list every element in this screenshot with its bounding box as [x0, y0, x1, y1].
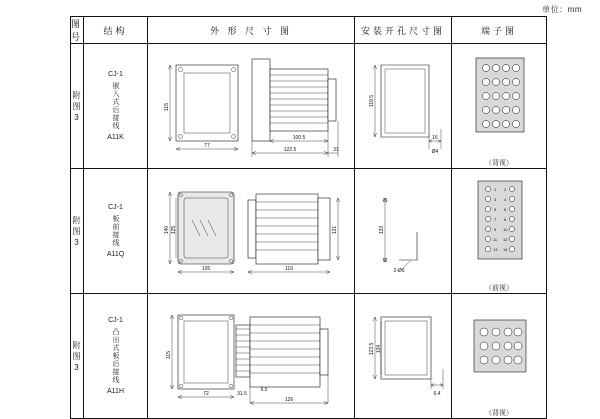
svg-text:2: 2 — [504, 187, 507, 192]
row2-outline-drawing — [148, 174, 354, 288]
unit-note: 单位：mm — [542, 5, 582, 14]
svg-text:11: 11 — [493, 237, 498, 242]
row2-terminal-diagram — [452, 169, 546, 283]
row1-struct-text: 嵌入式后接线 — [112, 82, 120, 130]
svg-text:31: 31 — [333, 147, 339, 153]
svg-text:105: 105 — [201, 266, 211, 272]
row3-terminal-diagram — [452, 294, 546, 408]
svg-text:5: 5 — [494, 207, 497, 212]
row1-id-cell — [71, 44, 84, 169]
col-header-mount: 安装开孔尺寸图 — [355, 17, 452, 44]
row2-outline-cell — [148, 169, 355, 294]
svg-text:6.4: 6.4 — [433, 391, 441, 397]
svg-text:6: 6 — [504, 207, 507, 212]
svg-text:Ø4: Ø4 — [431, 149, 439, 155]
row2-terminal-view-caption: （前视） — [485, 285, 514, 292]
row1-terminal-view-caption: （背视） — [485, 160, 514, 167]
row3-id-number: 3 — [74, 362, 80, 372]
table-header-row — [71, 17, 547, 44]
svg-text:4: 4 — [504, 197, 507, 202]
svg-text:9.5: 9.5 — [260, 387, 268, 393]
col-header-outline: 外 形 尺 寸 图 — [148, 17, 355, 44]
row2-struct-text: 板前接线 — [112, 215, 120, 247]
col-header-terminal: 端子图 — [452, 17, 547, 44]
svg-text:16: 16 — [432, 135, 438, 141]
row2-mount-cell — [355, 169, 452, 294]
row3-struct-text: 凸出式板后接线 — [112, 328, 120, 384]
table-row — [71, 44, 547, 169]
svg-text:140: 140 — [164, 225, 171, 235]
svg-text:115: 115 — [166, 351, 173, 359]
row1-outline-cell — [148, 44, 355, 169]
svg-text:119.5: 119.5 — [369, 94, 376, 108]
svg-text:104: 104 — [376, 344, 383, 354]
svg-text:72: 72 — [203, 391, 209, 397]
row1-struct-code: CJ-1 — [108, 71, 123, 78]
svg-text:10: 10 — [503, 227, 508, 232]
row2-struct-code2: A11Q — [106, 251, 125, 258]
svg-text:13: 13 — [493, 247, 498, 252]
row3-terminal-view-caption: （背视） — [485, 410, 514, 417]
row1-struct-code2: A11K — [107, 134, 124, 141]
row1-terminal-cell — [452, 44, 547, 169]
row3-mount-drawing — [355, 299, 451, 413]
row3-id-label: 附图 — [72, 340, 82, 361]
dimension-table — [70, 16, 547, 419]
row2-terminal-cell — [452, 169, 547, 294]
svg-text:100.5: 100.5 — [292, 135, 306, 141]
row3-struct-code2: A11H — [107, 388, 125, 395]
row2-struct-cell — [84, 169, 148, 294]
svg-text:133: 133 — [379, 225, 386, 235]
row1-struct-cell — [84, 44, 148, 169]
svg-text:125: 125 — [171, 225, 178, 235]
row1-mount-drawing — [355, 49, 451, 163]
svg-text:8: 8 — [504, 217, 507, 222]
row3-struct-code: CJ-1 — [108, 317, 123, 324]
row1-dim-115: 115 — [164, 103, 171, 111]
svg-text:14: 14 — [503, 247, 508, 252]
row1-mount-cell — [355, 44, 452, 169]
table-row — [71, 169, 547, 294]
row2-id-label: 附图 — [72, 215, 82, 236]
svg-text:122.5: 122.5 — [283, 147, 297, 153]
svg-text:12: 12 — [503, 237, 508, 242]
svg-text:1: 1 — [494, 187, 497, 192]
row2-struct-code: CJ-1 — [108, 204, 123, 211]
svg-text:131: 131 — [332, 225, 339, 235]
row1-id-number: 3 — [74, 112, 80, 122]
row3-outline-drawing — [148, 299, 354, 413]
svg-text:116: 116 — [285, 266, 294, 272]
svg-text:126: 126 — [284, 397, 294, 403]
svg-text:3: 3 — [494, 197, 497, 202]
row2-id-number: 3 — [74, 237, 80, 247]
col-header-struct: 结构 — [84, 17, 148, 44]
svg-text:123.5: 123.5 — [369, 342, 376, 356]
row1-terminal-diagram — [452, 44, 546, 158]
row2-mount-drawing — [355, 174, 451, 288]
svg-text:9: 9 — [494, 227, 497, 232]
col-header-id: 图号 — [71, 17, 84, 44]
row2-id-cell — [71, 169, 84, 294]
svg-text:77: 77 — [204, 143, 210, 149]
svg-text:7: 7 — [494, 217, 497, 222]
row1-id-label: 附图 — [72, 90, 82, 111]
row1-outline-drawing — [148, 49, 354, 163]
svg-text:31.5: 31.5 — [237, 391, 247, 397]
svg-text:2-Ø6: 2-Ø6 — [393, 268, 405, 274]
